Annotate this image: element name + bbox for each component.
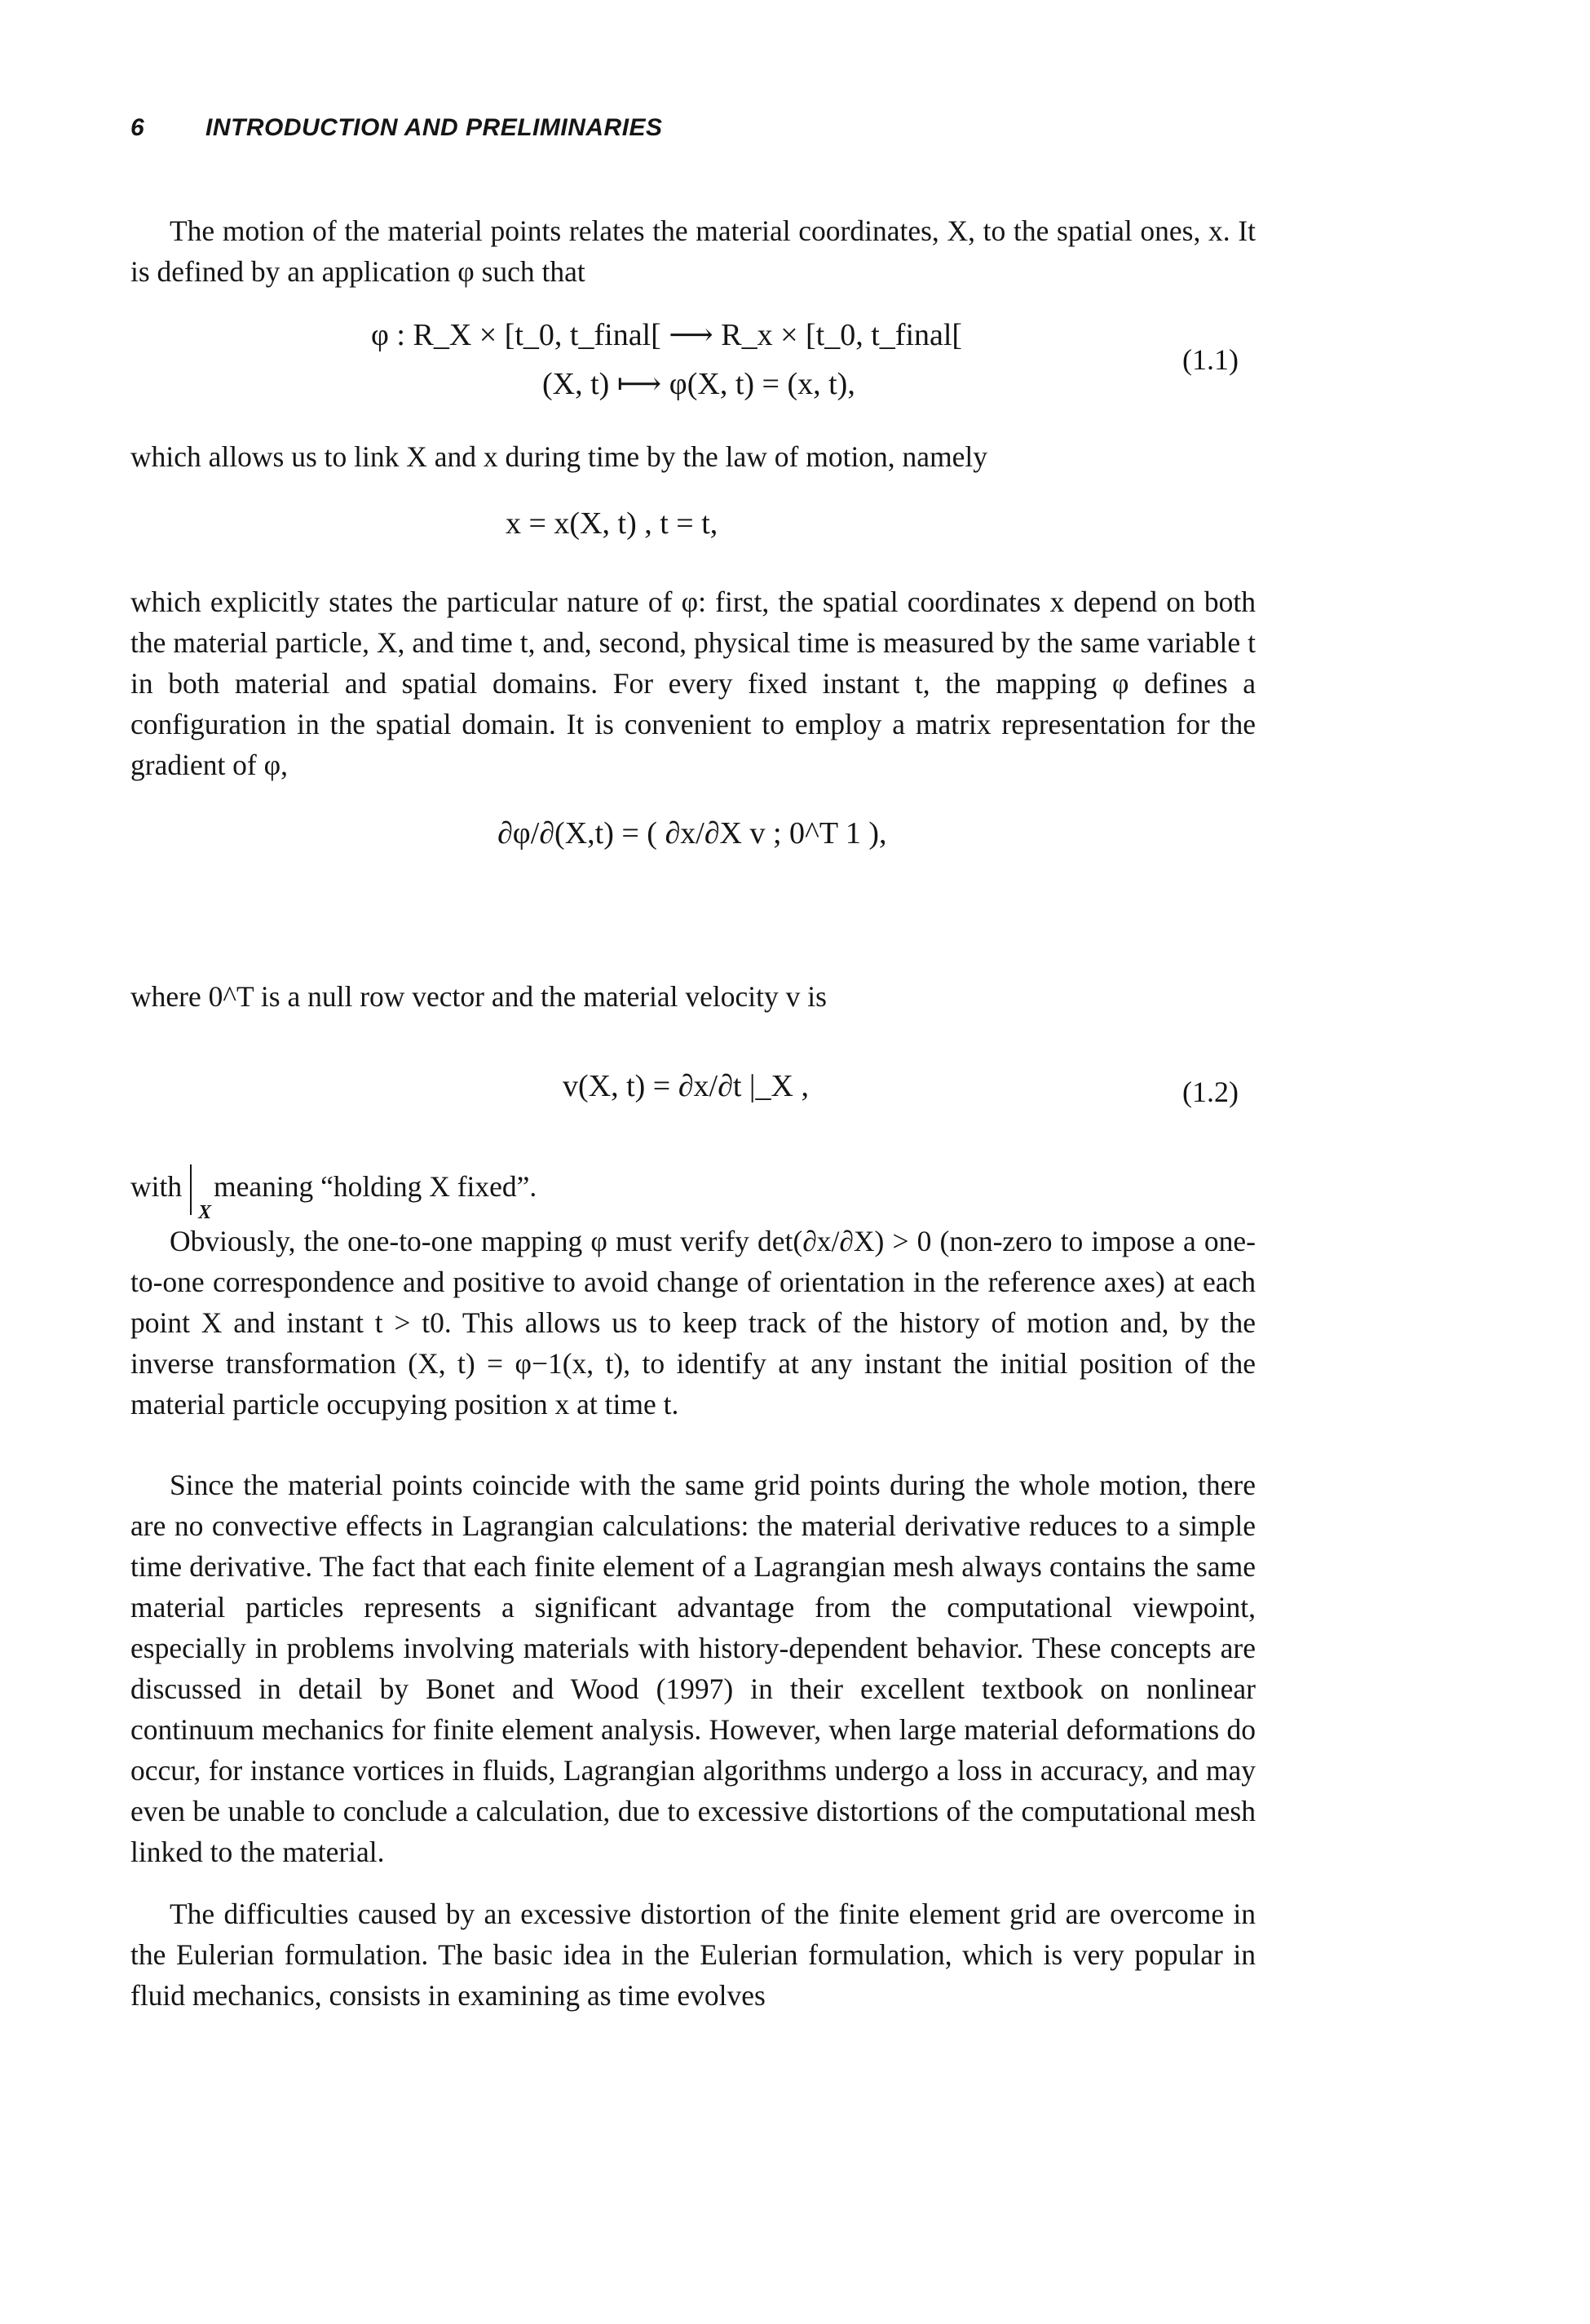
paragraph-8: The difficulties caused by an excessive distortion of the finite element grid are overcome in the Eulerian formulation. The basic idea in the Eulerian formulation, which is very popular in fluid mechanics, consists in examining as time evolves xyxy=(130,1898,1256,2012)
equation-1-1-line-2: (X, t) ⟼ φ(X, t) = (x, t), xyxy=(542,367,855,401)
paragraph-2: which allows us to link X and x during time by the law of motion, namely xyxy=(130,440,988,473)
paragraph-7: Since the material points coincide with the same grid points during the whole motion, there are no convective effects in Lagrangian calculations: the material derivative reduces to a simple time derivative. The fact that each finite element of a Lagrangian mesh always contains the same material particles represents a significant advantage from the computational viewpoint, especially in problems involving materials with history-dependent behavior. These concepts are discussed in detail by Bonet and Wood (1997) in their excellent textbook on nonlinear continuum mechanics for finite element analysis. However, when large material deformations do occur, for instance vortices in fluids, Lagrangian algorithms undergo a loss in accuracy, and may even be unable to conclude a calculation, due to excessive distortions of the computational mesh linked to the material. xyxy=(130,1469,1256,1868)
equation-number-1-1: (1.1) xyxy=(1182,343,1239,376)
paragraph-1: The motion of the material points relates the material coordinates, X, to the spatial ones, x. It is defined by an application φ such that xyxy=(130,214,1256,288)
equation-gradient-matrix: ∂φ/∂(X,t) = ( ∂x/∂X v ; 0^T 1 ), xyxy=(497,816,887,851)
paragraph-6: Obviously, the one-to-one mapping φ must verify det(∂x/∂X) > 0 (non-zero to impose a one-to-one correspondence and positive to avoid change of orientation in the reference axes) at each point X and instant t > t0. This allows us to keep track of the history of motion and, by the inverse transformation (X, t) = φ−1(x, t), to identify at any instant the initial position of the material particle occupying position x at time t. xyxy=(130,1225,1256,1420)
evaluation-bar: X xyxy=(190,1164,192,1215)
paragraph-4: where 0^T is a null row vector and the material velocity v is xyxy=(130,980,827,1013)
with-word: with xyxy=(130,1170,183,1204)
holding-fixed-text: meaning “holding X fixed”. xyxy=(214,1170,537,1204)
equation-1-2: v(X, t) = ∂x/∂t |_X , xyxy=(563,1069,809,1103)
page-number: 6 xyxy=(130,114,145,141)
paragraph-5 xyxy=(130,1164,1256,1223)
running-head xyxy=(130,114,663,142)
equation-law-of-motion: x = x(X, t) , t = t, xyxy=(506,506,718,541)
equation-number-1-2: (1.2) xyxy=(1182,1076,1239,1108)
equation-1-1-line-1: φ : R_X × [t_0, t_final[ ⟶ R_x × [t_0, t_final[ xyxy=(371,318,963,352)
paragraph-3: which explicitly states the particular nature of φ: first, the spatial coordinates x depend on both the material particle, X, and time t, and, second, physical time is measured by the same variable t in both material and spatial domains. For every fixed instant t, the mapping φ defines a configuration in the spatial domain. It is convenient to employ a matrix representation for the gradient of φ, xyxy=(130,585,1256,781)
running-title: INTRODUCTION AND PRELIMINARIES xyxy=(205,114,663,141)
